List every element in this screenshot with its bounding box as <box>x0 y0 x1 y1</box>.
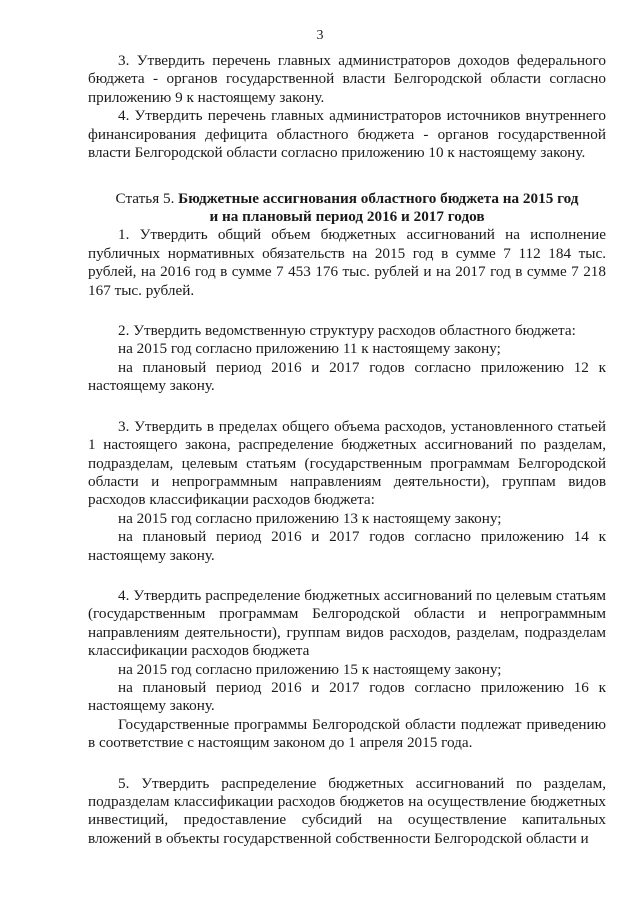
article-heading <box>88 190 606 226</box>
paragraph-item-4c: Государственные программы Белгородской области подлежат приведению в соответствие с настоящим законом до 1 апреля 2015 года. <box>88 715 606 752</box>
article-title-line2: и на плановый период 2016 и 2017 годов <box>209 208 485 226</box>
paragraph-item-1: 1. Утвердить общий объем бюджетных ассигнований на исполнение публичных нормативных обязательств на 2015 год в сумме 7 112 184 тыс. рублей, на 2016 год в сумме 7 453 176 тыс. рублей и на 2017 год в сумме 7 218 167 тыс. рублей. <box>88 226 606 299</box>
paragraph-item-2a: на 2015 год согласно приложению 11 к настоящему закону; <box>118 340 501 358</box>
document-body <box>88 52 606 848</box>
paragraph-intro-3: 3. Утвердить перечень главных администраторов доходов федерального бюджета - органов государственной власти Белгородской области согласно приложению 9 к настоящему закону. <box>88 52 606 106</box>
paragraph-item-4b: на плановый период 2016 и 2017 годов согласно приложению 16 к настоящему закону. <box>88 678 606 715</box>
paragraph-item-5: 5. Утвердить распределение бюджетных ассигнований по разделам, подразделам классификации расходов бюджетов на осуществление бюджетных инвестиций, предоставление субсидий на осуществление капитальных вложений в объекты государственной собственности Белгородской области и <box>88 774 606 847</box>
article-label: Статья 5. <box>115 190 175 208</box>
paragraph-item-4: 4. Утвердить распределение бюджетных ассигнований по целевым статьям (государственным программам Белгородской области и непрограммным направлениям деятельности), группам видов расходов, разделам, подразделам классификации расходов бюджета <box>88 586 606 660</box>
paragraph-item-3a: на 2015 год согласно приложению 13 к настоящему закону; <box>118 509 502 527</box>
paragraph-item-2: 2. Утвердить ведомственную структуру расходов областного бюджета: <box>118 322 576 340</box>
page-number: 3 <box>316 28 324 43</box>
paragraph-intro-4: 4. Утвердить перечень главных администраторов источников внутреннего финансирования дефицита областного бюджета - органов государственной власти Белгородской области согласно приложению 10 к настоящему закону. <box>88 107 606 162</box>
paragraph-item-3: 3. Утвердить в пределах общего объема расходов, установленного статьей 1 настоящего закона, распределение бюджетных ассигнований по разделам, подразделам, целевым статьям (государственным программам Белгородской области и непрограммным направлениям деятельности), группам видов расходов классификации расходов бюджета: <box>88 417 606 509</box>
paragraph-item-2b: на плановый период 2016 и 2017 годов согласно приложению 12 к настоящему закону. <box>88 358 606 395</box>
paragraph-item-4a: на 2015 год согласно приложению 15 к настоящему закону; <box>118 660 502 678</box>
article-title-line1: Бюджетные ассигнования областного бюджета на 2015 год <box>178 190 579 208</box>
paragraph-item-3b: на плановый период 2016 и 2017 годов согласно приложению 14 к настоящему закону. <box>88 528 606 564</box>
